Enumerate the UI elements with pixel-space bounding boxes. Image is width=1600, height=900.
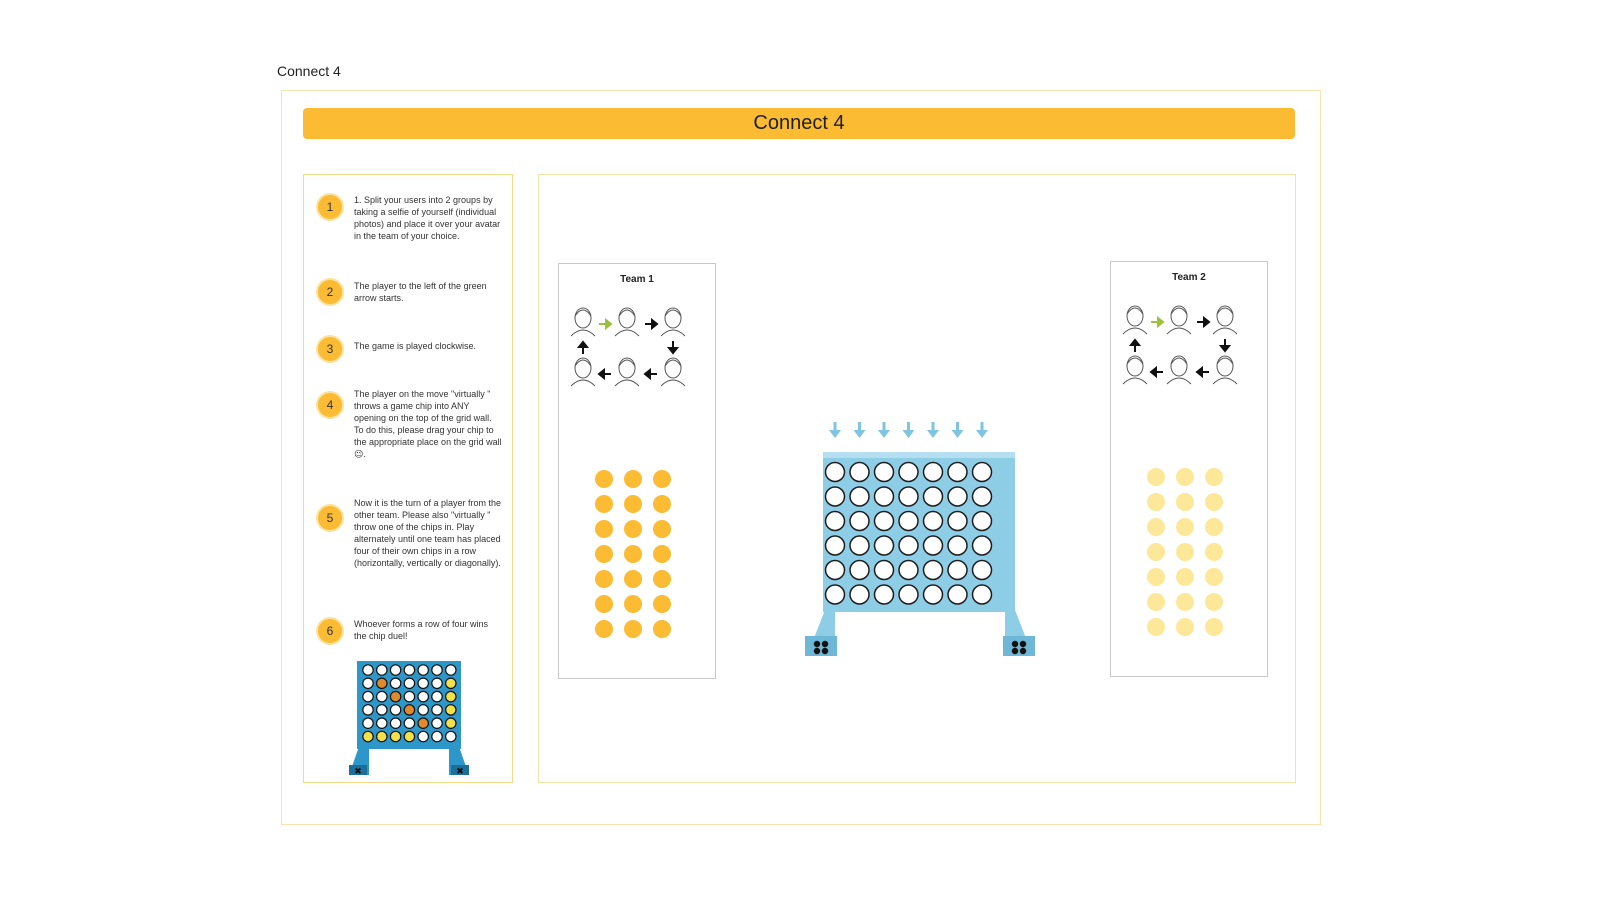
svg-text:✖: ✖ (456, 767, 464, 777)
board-slot[interactable] (948, 512, 967, 531)
game-chip[interactable] (653, 570, 671, 588)
board-slot[interactable] (826, 512, 845, 531)
game-chip[interactable] (624, 570, 642, 588)
arrow-left-icon (599, 370, 611, 378)
game-chip[interactable] (1147, 543, 1165, 561)
game-chip[interactable] (595, 620, 613, 638)
board-slot[interactable] (850, 536, 869, 555)
board-slot[interactable] (973, 487, 992, 506)
game-chip[interactable] (1205, 593, 1223, 611)
team-2-card (1110, 261, 1268, 677)
board-slot[interactable] (924, 512, 943, 531)
board-slot[interactable] (973, 536, 992, 555)
step-number-badge: 3 (316, 335, 344, 363)
board-slot[interactable] (875, 536, 894, 555)
board-slot[interactable] (948, 585, 967, 604)
board-slot[interactable] (899, 585, 918, 604)
drop-arrow-icon[interactable] (829, 422, 841, 438)
team-1-card (558, 263, 716, 679)
game-chip[interactable] (1205, 518, 1223, 536)
game-chip[interactable] (653, 545, 671, 563)
game-chip[interactable] (1176, 593, 1194, 611)
avatar-icon (1167, 306, 1191, 334)
game-chip[interactable] (1176, 568, 1194, 586)
example-winning-board-icon (349, 661, 469, 777)
board-slot[interactable] (924, 585, 943, 604)
avatar-icon (1213, 306, 1237, 334)
game-chip[interactable] (1147, 518, 1165, 536)
green-start-arrow-icon (599, 320, 611, 328)
game-chip[interactable] (1205, 618, 1223, 636)
game-chip[interactable] (1147, 568, 1165, 586)
game-chip[interactable] (653, 620, 671, 638)
board-slot[interactable] (826, 536, 845, 555)
avatar-icon (1167, 356, 1191, 384)
game-chip[interactable] (624, 470, 642, 488)
board-slot[interactable] (875, 561, 894, 580)
avatar-icon (615, 308, 639, 336)
game-chip[interactable] (595, 520, 613, 538)
avatar-icon (571, 308, 595, 336)
game-chip[interactable] (624, 545, 642, 563)
drop-arrow-icon[interactable] (952, 422, 964, 438)
game-chip[interactable] (1147, 618, 1165, 636)
drop-arrow-icon[interactable] (927, 422, 939, 438)
frame-title: Connect 4 (277, 63, 341, 79)
arrow-left-icon (645, 370, 657, 378)
game-chip[interactable] (624, 620, 642, 638)
avatar-icon (1123, 356, 1147, 384)
step-text: The player to the left of the green arrow starts. (354, 281, 487, 303)
board-slot[interactable] (899, 463, 918, 482)
board-slot[interactable] (973, 561, 992, 580)
drop-arrow-icon[interactable] (976, 422, 988, 438)
step-number-badge: 5 (316, 504, 344, 532)
team-2-chip-stack (1147, 468, 1223, 636)
board-logo-icon (814, 641, 1026, 654)
team-1-title: Team 1 (620, 274, 654, 285)
game-chip[interactable] (1176, 493, 1194, 511)
board-slot[interactable] (899, 561, 918, 580)
banner-title: Connect 4 (303, 108, 1295, 139)
drop-arrow-icon[interactable] (903, 422, 915, 438)
arrow-down-icon (1221, 339, 1229, 351)
step-text: 1. Split your users into 2 groups by taking a selfie of yourself (individual photos) and place it over your avatar in the team of your choice. (354, 195, 501, 241)
step-text: The game is played clockwise. (354, 341, 477, 351)
game-chip[interactable] (653, 595, 671, 613)
game-chip[interactable] (653, 470, 671, 488)
game-chip[interactable] (1205, 568, 1223, 586)
avatar-icon (1213, 356, 1237, 384)
board-slot[interactable] (850, 561, 869, 580)
board-slot[interactable] (973, 512, 992, 531)
game-chip[interactable] (1176, 543, 1194, 561)
drop-arrow-icon[interactable] (878, 422, 890, 438)
arrow-left-icon (1197, 368, 1209, 376)
arrow-right-icon (1197, 318, 1209, 326)
game-chip[interactable] (1176, 468, 1194, 486)
instructions-panel (303, 174, 513, 783)
board-slot[interactable] (826, 463, 845, 482)
board-slot[interactable] (973, 463, 992, 482)
board-slot[interactable] (924, 536, 943, 555)
team-2-title: Team 2 (1172, 272, 1206, 283)
board-slot[interactable] (826, 585, 845, 604)
team-1-player-order (569, 302, 699, 394)
game-chip[interactable] (1176, 618, 1194, 636)
game-chip[interactable] (1147, 593, 1165, 611)
game-chip[interactable] (595, 495, 613, 513)
board-slot[interactable] (850, 487, 869, 506)
avatar-icon (1123, 306, 1147, 334)
board-slot[interactable] (826, 561, 845, 580)
board-slot[interactable] (924, 463, 943, 482)
step-text: Now it is the turn of a player from the other team. Please also "virtually " throw one of the chips in. Play alternately until one team has placed four of their own chips in a row (horizontally, vertically or diagonally). (354, 498, 502, 568)
board-slot[interactable] (899, 536, 918, 555)
avatar-icon (661, 358, 685, 386)
step-number-badge: 1 (316, 193, 344, 221)
game-chip[interactable] (653, 495, 671, 513)
board-slot[interactable] (875, 512, 894, 531)
board-slot[interactable] (924, 487, 943, 506)
game-chip[interactable] (653, 520, 671, 538)
board-slot[interactable] (948, 536, 967, 555)
game-chip[interactable] (624, 595, 642, 613)
game-chip[interactable] (1205, 468, 1223, 486)
board-slot[interactable] (826, 487, 845, 506)
board-slot[interactable] (875, 487, 894, 506)
board-slot[interactable] (899, 487, 918, 506)
drop-arrow-icon[interactable] (854, 422, 866, 438)
arrow-up-icon (1131, 340, 1139, 352)
svg-text:✖: ✖ (354, 767, 362, 777)
game-chip[interactable] (595, 545, 613, 563)
board-slot[interactable] (899, 512, 918, 531)
step-number-badge: 4 (316, 391, 344, 419)
board-slot[interactable] (850, 463, 869, 482)
board-slot[interactable] (948, 487, 967, 506)
game-chip[interactable] (1147, 493, 1165, 511)
board-slot[interactable] (875, 463, 894, 482)
game-chip[interactable] (624, 495, 642, 513)
board-slot[interactable] (850, 585, 869, 604)
step-text: The player on the move "virtually " throws a game chip into ANY opening on the top of the grid wall. To do this, please drag your chip to the appropriate place on the grid wall 😉. (354, 389, 502, 459)
arrow-right-icon (645, 320, 657, 328)
team-2-player-order (1121, 300, 1251, 392)
board-slot[interactable] (924, 561, 943, 580)
game-chip[interactable] (1205, 493, 1223, 511)
board-slot[interactable] (948, 463, 967, 482)
avatar-icon (571, 358, 595, 386)
game-chip[interactable] (1176, 518, 1194, 536)
step-text: Whoever forms a row of four wins the chip duel! (354, 619, 489, 641)
game-chip[interactable] (1205, 543, 1223, 561)
board-slot[interactable] (850, 512, 869, 531)
arrow-up-icon (579, 342, 587, 354)
board-slot[interactable] (948, 561, 967, 580)
game-chip[interactable] (595, 595, 613, 613)
arrow-down-icon (669, 341, 677, 353)
team-1-chip-stack (595, 470, 671, 638)
avatar-icon (661, 308, 685, 336)
game-chip[interactable] (624, 520, 642, 538)
game-chip[interactable] (595, 470, 613, 488)
game-chip[interactable] (595, 570, 613, 588)
avatar-icon (615, 358, 639, 386)
game-chip[interactable] (1147, 468, 1165, 486)
green-start-arrow-icon (1151, 318, 1163, 326)
game-board[interactable] (805, 422, 1035, 658)
step-number-badge: 2 (316, 278, 344, 306)
board-slot[interactable] (973, 585, 992, 604)
step-number-badge: 6 (316, 617, 344, 645)
board-slot[interactable] (875, 585, 894, 604)
arrow-left-icon (1151, 368, 1163, 376)
